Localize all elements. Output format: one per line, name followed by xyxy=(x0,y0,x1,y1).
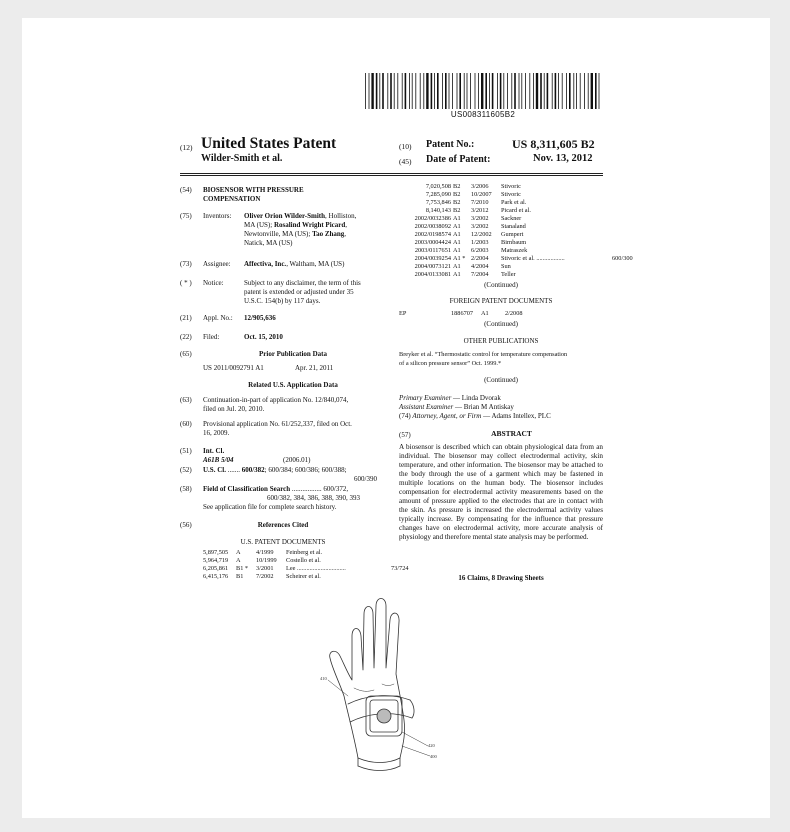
barcode-bar xyxy=(420,73,421,109)
barcode-bar xyxy=(449,73,450,109)
barcode-bar xyxy=(445,73,447,109)
abstract-title: ABSTRACT xyxy=(491,429,532,438)
barcode-bar xyxy=(431,73,433,109)
other-pub-line1: Breyker et al. “Thermostatic control for temperature compensation xyxy=(399,351,568,358)
patent-no-label: Patent No.: xyxy=(426,139,475,150)
continued-note: (Continued) xyxy=(484,320,518,328)
inventors-line3: Newtonville, MA (US); Tao Zhang, xyxy=(244,230,347,238)
barcode-bar xyxy=(452,73,453,109)
barcode-bar xyxy=(569,73,571,109)
ref-row: 7,285,090 B2 10/2007 Stivoric xyxy=(425,191,521,198)
barcode-bar xyxy=(521,73,522,109)
barcode-bar xyxy=(470,73,471,109)
provisional-number: (60) xyxy=(180,420,192,428)
inventor-short-name: Wilder-Smith et al. xyxy=(201,153,283,164)
us-cl-number: (52) xyxy=(180,466,192,474)
inventors-line2: MA (US); Rosalind Wright Picard, xyxy=(244,221,348,229)
us-cl-line2: 600/390 xyxy=(354,475,377,483)
barcode-bar xyxy=(588,73,589,109)
continuation-line2: filed on Jul. 20, 2010. xyxy=(203,405,265,413)
barcode-bar xyxy=(382,73,384,109)
barcode-bar xyxy=(544,73,545,109)
barcode-bar xyxy=(500,73,502,109)
us-patent-docs-title: U.S. PATENT DOCUMENTS xyxy=(240,538,326,546)
attorney: (74) Attorney, Agent, or Firm — Adams Intellex, PLC xyxy=(399,412,551,420)
prior-pub-date: Apr. 21, 2011 xyxy=(295,364,334,372)
barcode-bar xyxy=(519,73,520,109)
biosensor-glove-drawing xyxy=(318,596,448,772)
field-search-line2: 600/382, 384, 386, 388, 390, 393 xyxy=(267,494,360,502)
int-cl-number: (51) xyxy=(180,447,192,455)
us-doc-row: 5,964,719 A 10/1999 Costello et al. xyxy=(203,557,321,564)
barcode-bar xyxy=(464,73,465,109)
notice-line3: U.S.C. 154(b) by 117 days. xyxy=(244,297,321,305)
title-number: (54) xyxy=(180,186,192,194)
notice-line1: Subject to any disclaimer, the term of this xyxy=(244,279,361,287)
int-cl-code: A61B 5/04 xyxy=(203,456,234,464)
appl-value: 12/905,636 xyxy=(244,314,276,322)
barcode-bar xyxy=(562,73,563,109)
field-search-line: Field of Classification Search ................. 600/372, xyxy=(203,485,349,493)
barcode-bar xyxy=(426,73,428,109)
barcode-bar xyxy=(547,73,549,109)
prior-pub-title: Prior Publication Data xyxy=(259,350,327,358)
header-rule-2 xyxy=(180,175,603,176)
barcode-bar xyxy=(369,73,370,109)
appl-label: Appl. No.: xyxy=(203,314,233,322)
foreign-doc-row: EP 1886707 A1 2/2008 xyxy=(399,310,523,317)
date-of-patent: Nov. 13, 2012 xyxy=(533,153,593,164)
barcode-bar xyxy=(379,73,380,109)
field-search-line3: See application file for complete search history. xyxy=(203,503,337,511)
filed-value: Oct. 15, 2010 xyxy=(244,333,283,341)
barcode-bar xyxy=(529,73,530,109)
references-number: (56) xyxy=(180,521,192,529)
barcode-bar xyxy=(412,73,413,109)
barcode-bar xyxy=(497,73,498,109)
barcode-bar xyxy=(533,73,534,109)
barcode-bar xyxy=(540,73,542,109)
barcode-bar xyxy=(576,73,577,109)
prior-pub-value: US 2011/0092791 A1 xyxy=(203,364,264,372)
barcode-bar xyxy=(478,73,479,109)
barcode-bar xyxy=(552,73,553,109)
assignee-number: (73) xyxy=(180,260,192,268)
filed-label: Filed: xyxy=(203,333,220,341)
barcode-bar xyxy=(415,73,416,109)
barcode-bar xyxy=(423,73,424,109)
assignee-value: Affectiva, Inc., Waltham, MA (US) xyxy=(244,260,345,268)
barcode xyxy=(363,73,603,109)
barcode-bar xyxy=(397,73,398,109)
int-cl-label: Int. Cl. xyxy=(203,447,225,455)
foreign-docs-title: FOREIGN PATENT DOCUMENTS xyxy=(449,297,553,305)
barcode-bar xyxy=(511,73,512,109)
other-pubs-title: OTHER PUBLICATIONS xyxy=(463,337,539,345)
figure-label-420: 420 xyxy=(428,743,435,748)
barcode-bar xyxy=(573,73,574,109)
barcode-bar xyxy=(514,73,516,109)
us-cl-line: U.S. Cl. ....... 600/382; 600/384; 600/386; 600/388; xyxy=(203,466,347,474)
barcode-bar xyxy=(481,73,483,109)
ref-row: 2003/0117651 A1 6/2003 Matraszek xyxy=(414,247,528,254)
barcode-bar xyxy=(555,73,557,109)
abstract-text: A biosensor is described which can obtain physiological data from an individual. The biosensor may collect electrodermal activity, skin temperature, and other information. The biosensor may be attached to the body through the use of a garment which may be fastened in multiple locations on the human body. The biosensor includes compensation for electrodermal activity measurements based on the amount of pressure applied to the electrodes that are in contact with the skin. As pressure is increased the electrodermal activity values typically increase. By compensating for the influence that pressure changes have on electrodermal activity, more accurate analysis of physiology and therefore mental state analysis may be performed. xyxy=(399,443,603,542)
barcode-bar xyxy=(390,73,392,109)
ref-row: 7,020,508 B2 3/2006 Stivoric xyxy=(425,183,521,190)
provisional-line2: 16, 2009. xyxy=(203,429,230,437)
ref-row: 2004/0133081 A1 7/2004 Teller xyxy=(414,271,516,278)
continued-note: (Continued) xyxy=(484,281,518,289)
notice-number: ( * ) xyxy=(180,279,192,287)
prior-pub-number: (65) xyxy=(180,350,192,358)
provisional-line1: Provisional application No. 61/252,337, filed on Oct. xyxy=(203,420,352,428)
invention-title-line1: BIOSENSOR WITH PRESSURE xyxy=(203,186,304,194)
appl-number: (21) xyxy=(180,314,192,322)
barcode-bar xyxy=(442,73,443,109)
patent-number: US 8,311,605 B2 xyxy=(512,137,595,151)
inventors-label: Inventors: xyxy=(203,212,232,220)
barcode-bar xyxy=(492,73,494,109)
assignee-label: Assignee: xyxy=(203,260,231,268)
claims-summary: 16 Claims, 8 Drawing Sheets xyxy=(458,574,544,582)
barcode-bar xyxy=(595,73,597,109)
barcode-bar xyxy=(580,73,581,109)
assistant-examiner: Assistant Examiner — Brian M Antiskay xyxy=(399,403,514,411)
ref-row: 2002/0038092 A1 3/2002 Stanaland xyxy=(414,223,526,230)
barcode-bar xyxy=(558,73,559,109)
continuation-line1: Continuation-in-part of application No. 12/840,074, xyxy=(203,396,349,404)
date-number: (45) xyxy=(399,157,412,166)
barcode-bar xyxy=(584,73,585,109)
notice-line2: patent is extended or adjusted under 35 xyxy=(244,288,354,296)
ref-row: 2004/0039254 A1 * 2/2004 Stivoric et al. .................. 600/300 xyxy=(414,255,633,262)
barcode-bar xyxy=(457,73,458,109)
ref-row: 7,753,846 B2 7/2010 Park et al. xyxy=(425,199,527,206)
barcode-bar xyxy=(405,73,407,109)
figure-label-400: 400 xyxy=(430,754,437,759)
inventors-number: (75) xyxy=(180,212,192,220)
other-pub-line2: of a silicon pressure sensor” Oct. 1999.* xyxy=(399,360,502,367)
header-rule xyxy=(180,173,603,174)
barcode-bar xyxy=(409,73,410,109)
continuation-number: (63) xyxy=(180,396,192,404)
ref-row: 2004/0073121 A1 4/2004 Sun xyxy=(414,263,511,270)
barcode-bar xyxy=(376,73,378,109)
patent-no-number: (10) xyxy=(399,142,412,151)
barcode-bar xyxy=(489,73,490,109)
continued-note: (Continued) xyxy=(484,376,518,384)
barcode-bar xyxy=(507,73,508,109)
references-title: References Cited xyxy=(257,521,309,529)
barcode-bar xyxy=(402,73,403,109)
patent-title-heading: United States Patent xyxy=(201,135,337,152)
primary-examiner: Primary Examiner — Linda Dvorak xyxy=(399,394,501,402)
filed-number: (22) xyxy=(180,333,192,341)
barcode-bar xyxy=(387,73,388,109)
barcode-bar xyxy=(365,73,366,109)
kind-code-number: (12) xyxy=(180,143,193,152)
ref-row: 2003/0004424 A1 1/2003 Birnbaum xyxy=(414,239,527,246)
figure-label-410: 410 xyxy=(320,676,327,681)
barcode-bar xyxy=(434,73,435,109)
barcode-bar xyxy=(591,73,593,109)
inventors-line1: Oliver Orion Wilder-Smith, Holliston, xyxy=(244,212,357,220)
barcode-bar xyxy=(475,73,476,109)
ref-row: 2002/0198574 A1 12/2002 Gumpert xyxy=(414,231,524,238)
barcode-bar xyxy=(536,73,538,109)
barcode-bar xyxy=(394,73,395,109)
date-of-patent-label: Date of Patent: xyxy=(426,154,491,165)
barcode-bar xyxy=(459,73,461,109)
notice-label: Notice: xyxy=(203,279,224,287)
int-cl-date: (2006.01) xyxy=(283,456,311,464)
barcode-bar xyxy=(437,73,439,109)
barcode-bar xyxy=(525,73,526,109)
barcode-bar xyxy=(485,73,487,109)
barcode-bar xyxy=(503,73,504,109)
barcode-bar xyxy=(566,73,567,109)
barcode-bar xyxy=(371,73,373,109)
ref-row: 2002/0032386 A1 3/2002 Sackner xyxy=(414,215,522,222)
related-title: Related U.S. Application Data xyxy=(248,381,338,389)
field-search-number: (58) xyxy=(180,485,192,493)
ref-row: 8,140,143 B2 3/2012 Picard et al. xyxy=(425,207,531,214)
abstract-number: (57) xyxy=(399,431,411,439)
barcode-number: US008311605B2 xyxy=(450,110,516,119)
us-doc-row: 6,205,861 B1 * 3/2001 Lee ............................... 73/724 xyxy=(203,565,409,572)
barcode-bar xyxy=(599,73,600,109)
invention-title-line2: COMPENSATION xyxy=(203,195,261,203)
us-doc-row: 5,897,505 A 4/1999 Feinberg et al. xyxy=(203,549,323,556)
barcode-bar xyxy=(467,73,468,109)
us-doc-row: 6,415,176 B1 7/2002 Scheirer et al. xyxy=(203,573,321,580)
inventors-line4: Natick, MA (US) xyxy=(244,239,293,247)
